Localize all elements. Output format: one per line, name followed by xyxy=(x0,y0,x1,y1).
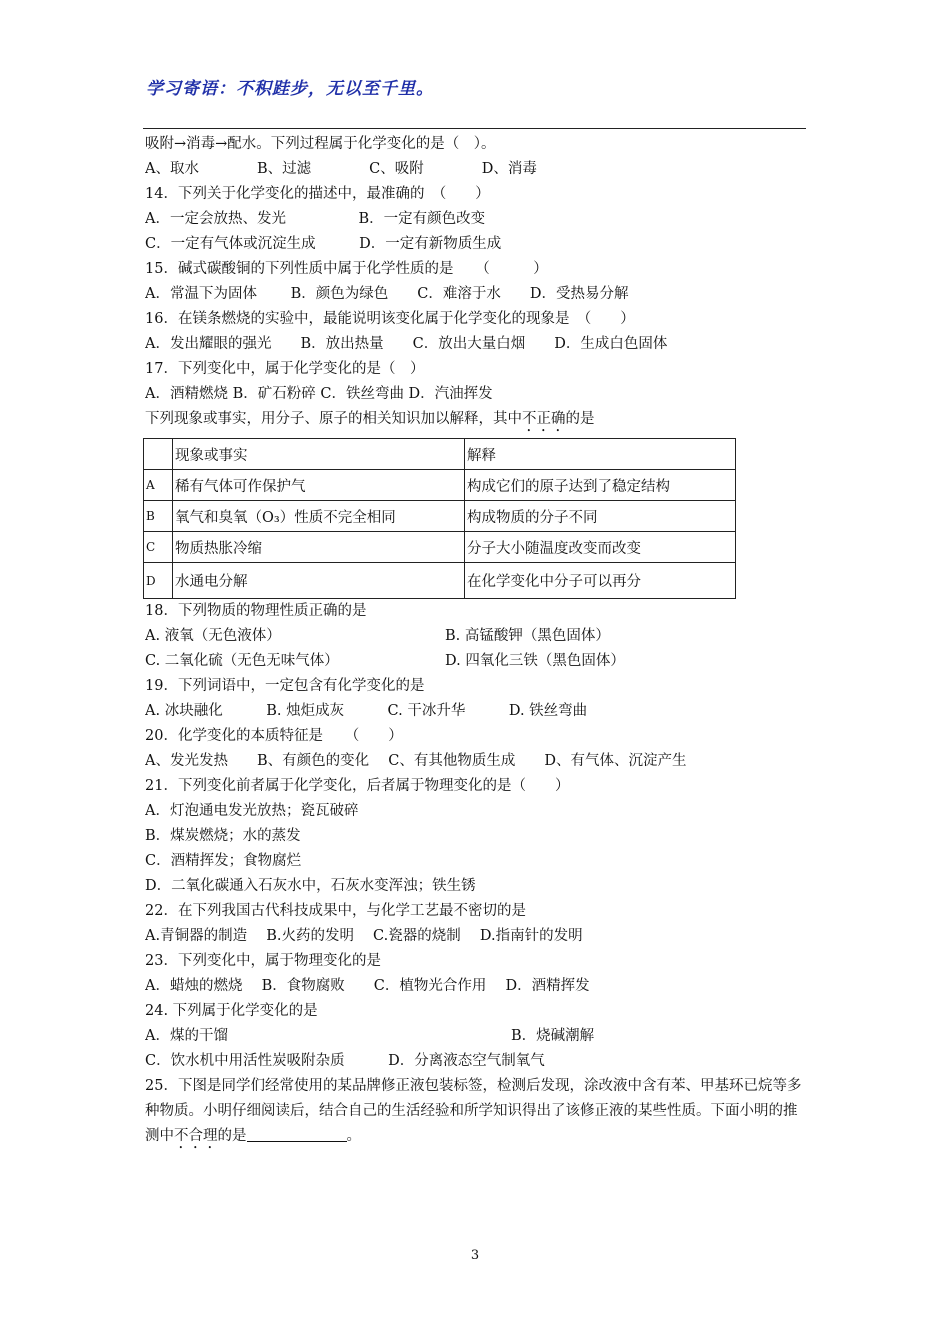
q19-options: A. 冰块融化 B. 烛炬成灰 C. 干冰升华 D. 铁丝弯曲 xyxy=(145,703,588,719)
q17-stem: 17．下列变化中，属于化学变化的是（ ） xyxy=(145,361,425,377)
explain-stem-before: 下列现象或事实，用分子、原子的相关知识加以解释，其中 xyxy=(145,411,522,427)
table-row xyxy=(144,501,736,532)
q22-options: A.青铜器的制造 B.火药的发明 C.瓷器的烧制 D.指南针的发明 xyxy=(145,928,583,944)
explanation-table xyxy=(143,438,736,599)
q13-options: A、取水 B、过滤 C、吸附 D、消毒 xyxy=(145,161,537,177)
q18-options-ab xyxy=(145,624,807,649)
q17-options: A．酒精燃烧 B．矿石粉碎 C．铁丝弯曲 D．汽油挥发 xyxy=(145,386,493,402)
row-explain: 分子大小随温度改变而改变 xyxy=(465,532,736,563)
q24-option-b: B．烧碱潮解 xyxy=(511,1028,595,1044)
table-header-explain: 解释 xyxy=(465,439,736,470)
answer-blank[interactable] xyxy=(247,1127,347,1142)
row-explain: 构成物质的分子不同 xyxy=(465,501,736,532)
q18-stem: 18．下列物质的物理性质正确的是 xyxy=(145,603,367,619)
q24-option-a: A．煤的干馏 xyxy=(145,1028,228,1044)
q16-options: A．发出耀眼的强光 B．放出热量 C．放出大量白烟 D．生成白色固体 xyxy=(145,336,668,352)
row-fact: 稀有气体可作保护气 xyxy=(173,470,465,501)
q18-option-a: A. 液氧（无色液体） xyxy=(145,628,281,644)
q24-stem: 24. 下列属于化学变化的是 xyxy=(145,1003,318,1019)
row-fact: 氧气和臭氧（O₃）性质不完全相同 xyxy=(173,501,465,532)
q14-stem: 14．下列关于化学变化的描述中，最准确的 （ ） xyxy=(145,186,490,202)
q24-options-ab xyxy=(145,1024,807,1049)
q25-end: 。 xyxy=(346,1128,361,1144)
q18-option-b: B. 高锰酸钾（黑色固体） xyxy=(445,628,610,644)
motto-header: 学习寄语：不积跬步，无以至千里。 xyxy=(146,79,434,99)
table-row xyxy=(144,532,736,563)
q23-stem: 23．下列变化中，属于物理变化的是 xyxy=(145,953,381,969)
q25-paragraph xyxy=(145,1074,807,1152)
table-header-row xyxy=(144,439,736,470)
row-explain: 构成它们的原子达到了稳定结构 xyxy=(465,470,736,501)
q21-option-a: A．灯泡通电发光放热；瓷瓦破碎 xyxy=(145,803,359,819)
q25-emphasis: 不合理 xyxy=(174,1128,218,1144)
q18-option-d: D. 四氧化三铁（黑色固体） xyxy=(445,653,625,669)
row-key: D xyxy=(144,563,173,599)
row-fact: 水通电分解 xyxy=(173,563,465,599)
row-key: B xyxy=(144,501,173,532)
q22-stem: 22．在下列我国古代科技成果中，与化学工艺最不密切的是 xyxy=(145,903,526,919)
q18-option-c: C. 二氧化硫（无色无味气体） xyxy=(145,653,339,669)
table-row xyxy=(144,470,736,501)
q19-stem: 19．下列词语中，一定包含有化学变化的是 xyxy=(145,678,425,694)
explain-stem-after: 的是 xyxy=(565,411,595,427)
q21-stem: 21．下列变化前者属于化学变化，后者属于物理变化的是（ ） xyxy=(145,778,570,794)
q25-after: 的是 xyxy=(217,1128,247,1144)
q20-options: A、发光发热 B、有颜色的变化 C、有其他物质生成 D、有气体、沉淀产生 xyxy=(145,753,687,769)
q15-options: A．常温下为固体 B．颜色为绿色 C．难溶于水 D．受热易分解 xyxy=(145,286,629,302)
table-row xyxy=(144,563,736,599)
row-key: C xyxy=(144,532,173,563)
q16-stem: 16．在镁条燃烧的实验中，最能说明该变化属于化学变化的现象是 （ ） xyxy=(145,311,635,327)
row-fact: 物质热胀冷缩 xyxy=(173,532,465,563)
row-explain: 在化学变化中分子可以再分 xyxy=(465,563,736,599)
q14-options-ab: A．一定会放热、发光 B．一定有颜色改变 xyxy=(145,211,486,227)
explain-stem-emphasis: 不正确 xyxy=(522,411,566,427)
question-content xyxy=(145,132,807,1152)
q15-stem: 15．碱式碳酸铜的下列性质中属于化学性质的是 （ ） xyxy=(145,261,548,277)
q21-option-b: B．煤炭燃烧；水的蒸发 xyxy=(145,828,301,844)
page-number: 3 xyxy=(470,1248,480,1263)
table-header-key xyxy=(144,439,173,470)
q14-options-cd: C．一定有气体或沉淀生成 D．一定有新物质生成 xyxy=(145,236,502,252)
explain-stem xyxy=(145,407,807,432)
row-key: A xyxy=(144,470,173,501)
q18-options-cd xyxy=(145,649,807,674)
q24-options-cd: C．饮水机中用活性炭吸附杂质 D．分离液态空气制氧气 xyxy=(145,1053,545,1069)
q21-option-d: D．二氧化碳通入石灰水中，石灰水变浑浊；铁生锈 xyxy=(145,878,476,894)
q13-stem: 吸附→消毒→配水。下列过程属于化学变化的是（ ）。 xyxy=(145,136,496,152)
header-rule xyxy=(143,128,806,129)
q25-text: 25．下图是同学们经常使用的某品牌修正液包装标签，检测后发现，涂改液中含有苯、甲基环已烷等多种物质。小明仔细阅读后，结合自己的生活经验和所学知识得出了该修正液的某些性质。下面小明的推测中 xyxy=(145,1078,802,1144)
q23-options: A．蜡烛的燃烧 B．食物腐败 C．植物光合作用 D．酒精挥发 xyxy=(145,978,590,994)
table-header-fact: 现象或事实 xyxy=(173,439,465,470)
q21-option-c: C．酒精挥发；食物腐烂 xyxy=(145,853,302,869)
q20-stem: 20．化学变化的本质特征是 （ ） xyxy=(145,728,403,744)
